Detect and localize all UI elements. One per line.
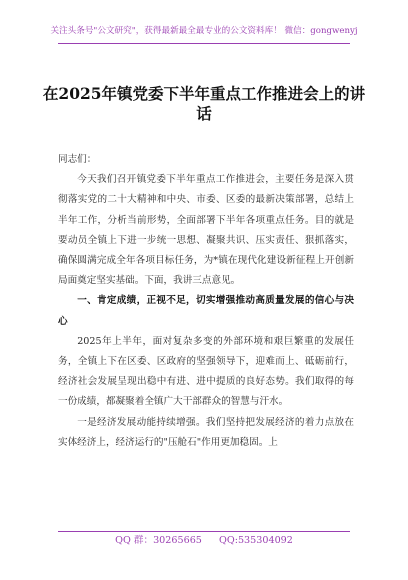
header-divider [58,43,350,44]
intro-paragraph: 今天我们召开镇党委下半年重点工作推进会，主要任务是深入贯彻落实党的二十大精神和中央、市委、区委的最新决策部署，总结上半年工作，分析当前形势，全面部署下半年各项重点任务。目的就是要动员全镇上下进一步统一思想、凝聚共识、压实责任、狠抓落实，确保圆满完成全年各项目标任务，为*镇在现代化建设新征程上开创新局面奠定坚实基础。下面，我讲三点意见。 [58,174,354,287]
section-paragraph: 一是经济发展动能持续增强。我们坚持把发展经济的着力点放在实体经济上，经济运行的"压舱石"作用更加稳固。上 [58,416,354,448]
document-title: 在2025年镇党委下半年重点工作推进会上的讲话 [42,84,366,123]
header-promo-note: 关注头条号"公文研究"，获得最新最全最专业的公文资料库！ 微信：gongwenyj [50,26,358,36]
footer-contact [0,534,408,548]
section-paragraph: 2025年上半年，面对复杂多变的外部环境和艰巨繁重的发展任务，全镇上下在区委、区政府的坚强领导下，迎难而上、砥砺前行，经济社会发展呈现出稳中有进、进中提质的良好态势。我们取得的每一份成绩，都凝聚着全镇广大干部群众的智慧与汗水。 [58,335,354,408]
section-heading: 一、肯定成绩，正视不足，切实增强推动高质量发展的信心与决心 [58,295,354,327]
footer-qq-group: QQ 群：30265665 [115,535,202,546]
footer-qq-number: QQ:535304092 [218,535,293,546]
document-body [58,150,354,453]
footer-divider [58,531,350,532]
salutation: 同志们： [58,154,97,165]
